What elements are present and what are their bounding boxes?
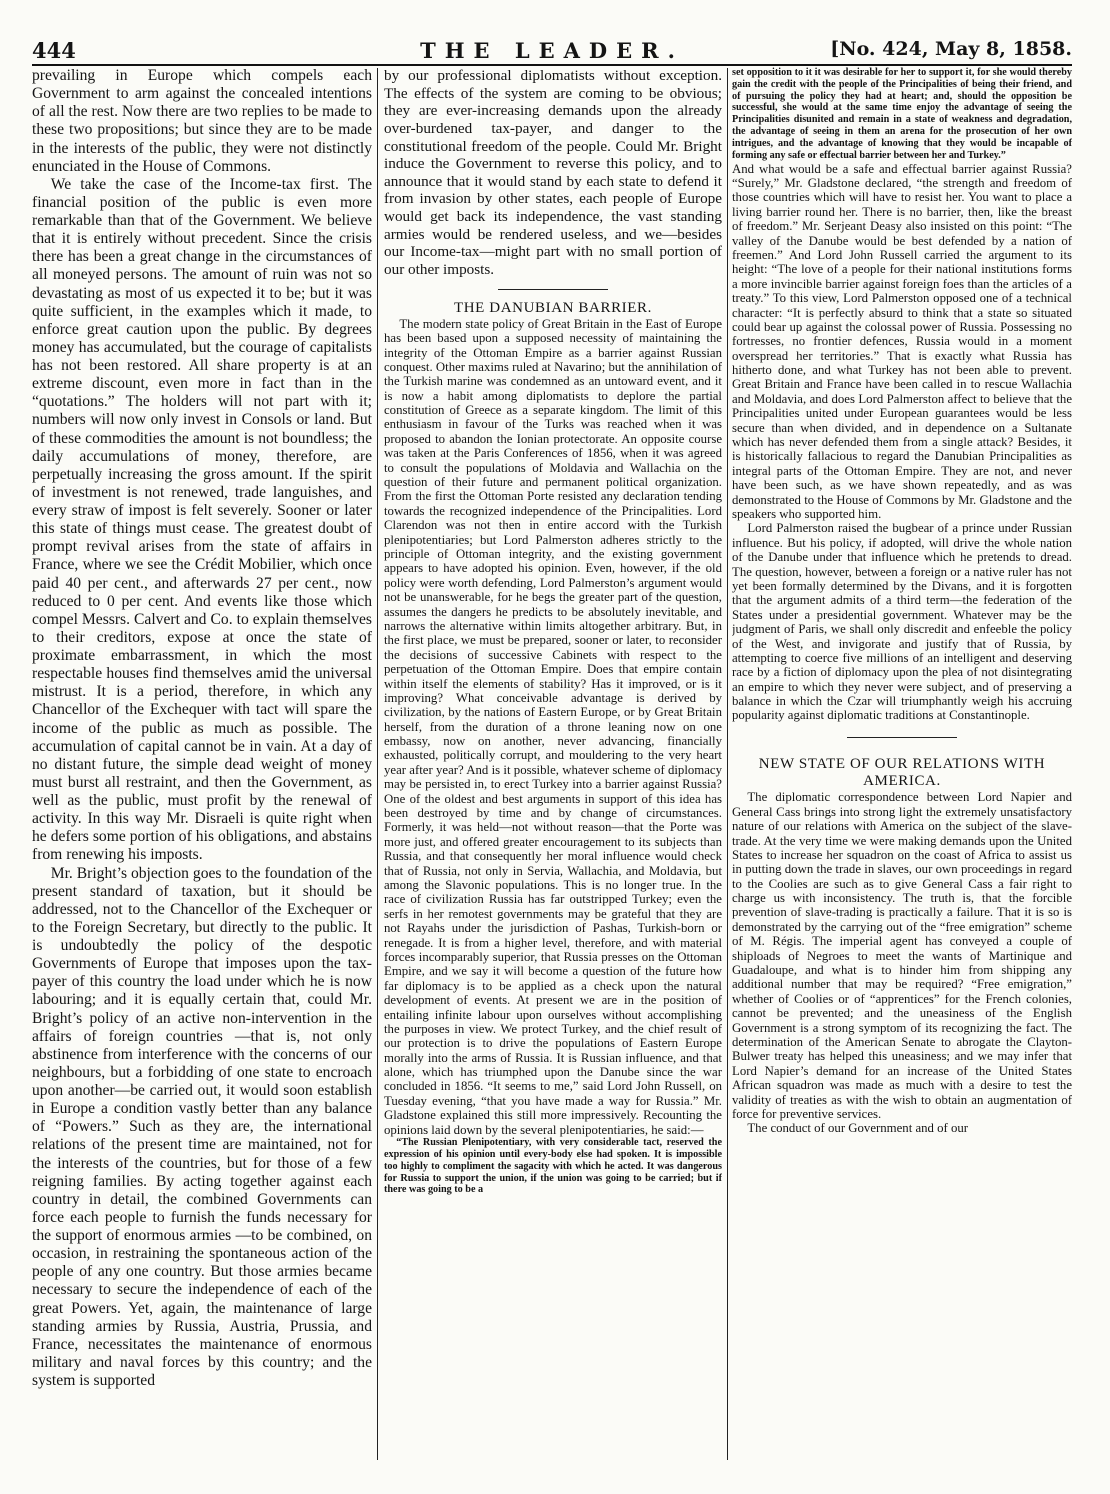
masthead bbox=[32, 38, 1072, 66]
article-heading: THE DANUBIAN BARRIER. bbox=[453, 299, 652, 316]
issue-line: [No. 424, May 8, 1858. bbox=[830, 38, 1072, 60]
header-rule bbox=[32, 64, 1072, 66]
newspaper-title: THE LEADER. bbox=[420, 38, 684, 63]
column-divider bbox=[377, 68, 378, 1460]
paragraph: by our professional diplomatists without exception. The effects of the system are coming to be obvious; they are ever-increasing demands upon the already over-burdened tax-payer, and danger to the constitutional freedom of the people. Could Mr. Bright induce the Government to reverse this policy, and to announce that it would stand by each state to defend it from invasion by other states, each people of Europe would get back its independence, the vast standing armies would be rendered useless, and we—besides our Income-tax—might part with no small portion of our other imposts. bbox=[384, 67, 722, 278]
paragraph: We take the case of the Income-tax first. The financial position of the public is even more remarkable than that of the Government. We believe that it is entirely without precedent. Since the crisis there has been a great change in the circumstances of all moneyed persons. The amount of ruin was not so devastating as most of us expected it to be; but it was quite sufficient, in the examples which it made, to enforce great caution upon the public. By degrees money has accumulated, but the courage of capitalists has not been restored. All share property is at an extreme discount, even more in fact than in the “quotations.” The holders will not part with it; numbers will now only invest in Consols or land. But of these commodities the amount is not boundless; the daily accumulations of money, therefore, are perpetually increasing the gross amount. If the spirit of investment is not renewed, trade languishes, and every straw of impost is felt severely. Sooner or later this state of things must cease. The greatest doubt of prompt revival arises from the state of affairs in France, where we see the Crédit Mobilier, which once paid 40 per cent., and afterwards 27 per cent., now reduced to 0 per cent. And events like those which compel Messrs. Calvert and Co. to explain themselves to their creditors, expose at once the state of proximate embarrassment, in which the most respectable houses find themselves amid the universal mistrust. It is a period, therefore, in which any Chancellor of the Exchequer with tact will spare the income of the public as much as possible. The accumulation of capital cannot be in vain. At a day of no distant future, the simple dead weight of money must burst all restraint, and then the Government, as well as the public, must profit by the renewal of activity. In this way Mr. Disraeli is quite right when he defers some portion of his obligations, and abstains from renewing his imposts. bbox=[32, 175, 372, 864]
paragraph: Mr. Bright’s objection goes to the foundation of the present standard of taxation, but it should be addressed, not to the Chancellor of the Exchequer or to the Foreign Secretary, but directly to the public. It is undoubtedly the policy of the despotic Governments of Europe that imposes upon the tax-payer of this country the load under which he is now labouring; and it is equally certain that, could Mr. Bright’s policy of an active non-intervention in the affairs of foreign countries —that is, not only abstinence from interference with the concerns of our neighbours, but a forbidding of one state to encroach upon another—be carried out, it would soon establish in Europe a condition vastly better than any balance of “Powers.” Such as they are, the international relations of the present time are maintained, not for the interests of the countries, but for those of a few reigning families. By acting together against each country in detail, the combined Governments can force each people to furnish the funds necessary for the support of enormous armies —to be combined, on occasion, in restraining the spontaneous action of the people of any one country. But those armies became necessary to secure the independence of each of the great Powers. Yet, again, the maintenance of large standing armies by Russia, Austria, Prussia, and France, necessitates the maintenance of enormous military and naval forces by this country; and the system is supported bbox=[32, 864, 372, 1389]
column-divider bbox=[727, 68, 728, 1460]
paragraph: The conduct of our Government and of our bbox=[747, 1121, 969, 1136]
column-3 bbox=[732, 67, 1072, 1462]
paragraph: The diplomatic correspondence between Lord Napier and General Cass brings into strong light the extremely unsatisfactory nature of our relations with America on the subject of the slave-trade. At the very time we were making demands upon the United States to increase her squadron on the coast of Africa to assist us in putting down the trade in slaves, our own proceedings in regard to the Coolies are such as to give General Cass a fair right to charge us with inconsistency. The truth is, that the forcible prevention of slave-trading is practically a failure. That it is so is demonstrated by the carrying out of the “free emigration” scheme of M. Régis. The imperial agent has conveyed a couple of shiploads of Negroes to meet the wants of Martinique and Guadaloupe, and what is to hinder him from shipping any additional number that may be required? “Free emigration,” whether of Coolies or of “apprentices” for the French colonies, cannot be prevented; and the uneasiness of the English Government is a strong symptom of its recognizing the fact. The determination of the American Senate to abrogate the Clayton-Bulwer treaty has helped this uneasiness; and we may infer that Lord Napier’s demand for an increase of the United States African squadron was made as much with a desire to test the validity of treaties as with the wish to obtain an augmentation of force for preventive services. bbox=[732, 790, 1072, 1121]
column-2 bbox=[384, 67, 722, 1462]
paragraph: The modern state policy of Great Britain in the East of Europe has been based upon a supposed necessity of maintaining the integrity of the Ottoman Empire as a barrier against Russian conquest. Other maxims ruled at Navarino; but the annihilation of the Turkish marine was condemned as an untoward event, and it is now a habit among diplomatists to deplore the partial constitution of Greece as a separate kingdom. The limit of this enthusiasm in favour of the Turks was reached when it was proposed to abandon the Ionian protectorate. An opposite course was taken at the Paris Conferences of 1856, when it was agreed to consult the populations of Moldavia and Wallachia on the question of their future and permanent political organization. From the first the Ottoman Porte resisted any declaration tending towards the recognized independence of the Principalities. Lord Clarendon was not then in entire accord with the Turkish plenipotentiaries; but Lord Palmerston adheres strictly to the principle of Ottoman integrity, and the existing government appears to have adopted his opinion. Even, however, if the old policy were worth defending, Lord Palmerston’s argument would not be unanswerable, for he begs the greater part of the question, assumes the dangers he predicts to be absolutely inevitable, and narrows the alternative within limits altogether arbitrary. But, in the first place, we must be prepared, sooner or later, to reconsider the decisions of successive Cabinets with respect to the perpetuation of the Ottoman Empire. Does that empire contain within itself the elements of stability? Has it improved, or is it improving? What conceivable advantage is derived by civilization, by the nations of Eastern Europe, or by Great Britain herself, from the duration of a throne leaning now on one embassy, now on another, never advancing, financially exhausted, politically corrupt, and mouldering to the very heart year after year? And is it possible, whatever scheme of diplomacy may be persisted in, to erect Turkey into a barrier against Russia? One of the oldest and best arguments in support of this idea has been destroyed by time and by change of circumstances. Formerly, it was held—not without reason—that the Porte was more just, and offered greater encouragement to its subjects than Russia, and that consequently her moral influence would check that of Russia, not only in Servia, Wallachia, and Moldavia, but among the Slavonic populations. This is no longer true. In the race of civilization Russia has far outstripped Turkey; even the serfs in her remotest governments may be grateful that they are not Rayahs under the jurisdiction of Pashas, Turkish-born or renegade. It is from a higher level, therefore, and with material forces incomparably superior, that Russia presses on the Ottoman Empire, and we say it will become a question of the future how far diplomacy is to be applied as a check upon the natural development of events. At present we are in the position of entailing infinite labour upon ourselves without accomplishing the purposes in view. We protect Turkey, and the chief result of our protection is to drive the populations of Eastern Europe morally into the arms of Russia. It is Russian influence, and that alone, which has triumphed upon the Danube since the war concluded in 1856. “It seems to me,” said Lord John Russell, on Tuesday evening, “that you have made a way for Russia.” Mr. Gladstone explained this still more impressively. Recounting the opinions laid down by the several plenipotentiaries, he said:— bbox=[384, 316, 722, 1137]
page-number: 444 bbox=[32, 38, 76, 63]
paragraph: And what would be a safe and effectual barrier against Russia? “Surely,” Mr. Gladstone declared, “the strength and freedom of those countries which will have to resist her. You want to place a living barrier round her. There is no barrier, then, like the breast of freedom.” Mr. Serjeant Deasy also insisted on this point: “The valley of the Danube would be best defended by a nation of freemen.” And Lord John Russell carried the argument to its height: “The love of a people for their national institutions forms a more invincible barrier against foreign foes than the articles of a treaty.” To this view, Lord Palmerston opposed one of a technical character: “It is perfectly absurd to think that a state so situated could bear up against the colossal power of Russia. Possessing no fortresses, no frontier defences, Russia would in a moment overspread her territories.” That is exactly what Russia has hitherto done, and what Turkey has not been able to prevent. Great Britain and France have been called in to rescue Wallachia and Moldavia, and does Lord Palmerston affect to believe that the Principalities united under European guarantees would be less secure than when divided, and in dependence on a Sultanate which has never defended them from a single attack? Besides, it is historically fallacious to regard the Danubian Principalities as integral parts of the Ottoman Empire. They are not, and never have been such, as we have shown repeatedly, and as was demonstrated to the House of Commons by Mr. Gladstone and the speakers who supported him. bbox=[732, 161, 1072, 521]
article-heading: NEW STATE OF OUR RELATIONS WITH AMERICA. bbox=[758, 755, 1046, 790]
paragraph: prevailing in Europe which compels each Government to arm against the concealed intentions of all the rest. Now there are two replies to be made to these two propositions; but since they are to be made in the interests of the public, they were not distinctly enunciated in the House of Commons. bbox=[32, 67, 372, 175]
quotation: set opposition to it it was desirable for her to support it, for she would thereby gain the credit with the people of the Principalities of being their friend, and of pursuing the policy they had at heart; and, should the opposition be successful, she would at the same time enjoy the advantage of seeing the Principalities disunited and remain in a state of weakness and degradation, the advantage of seeing in them an arena for the prosecution of her own intrigues, and the advantage of knowing that they would be incapable of forming any safe or effectual barrier between her and Turkey.” bbox=[732, 67, 1072, 161]
quotation: “The Russian Plenipotentiary, with very considerable tact, reserved the expression of his opinion until every-body else had spoken. It is impossible too highly to compliment the sagacity with which he acted. It was dangerous for Russia to support the union, if the union was going to be carried; but if there was going to be a bbox=[384, 1137, 722, 1196]
column-1 bbox=[32, 67, 372, 1462]
paragraph: Lord Palmerston raised the bugbear of a prince under Russian influence. But his policy, if adopted, will drive the whole nation of the Danube under that influence which he pretends to dread. The question, however, between a foreign or a native ruler has not yet been formally determined by the Divans, and it is forgotten that the argument admits of a third term—the federation of the States under a presidential government. Whatever may be the judgment of Paris, we shall only discredit and enfeeble the policy of the West, and invigorate and justify that of Russia, by attempting to coerce five millions of an intelligent and deserving race by a fiction of diplomacy upon the plea of not disintegrating an empire to which they never were subject, and of preserving a balance in which the Czar will triumphantly weigh his accruing popularity against diplomatic traditions at Constantinople. bbox=[732, 521, 1072, 723]
